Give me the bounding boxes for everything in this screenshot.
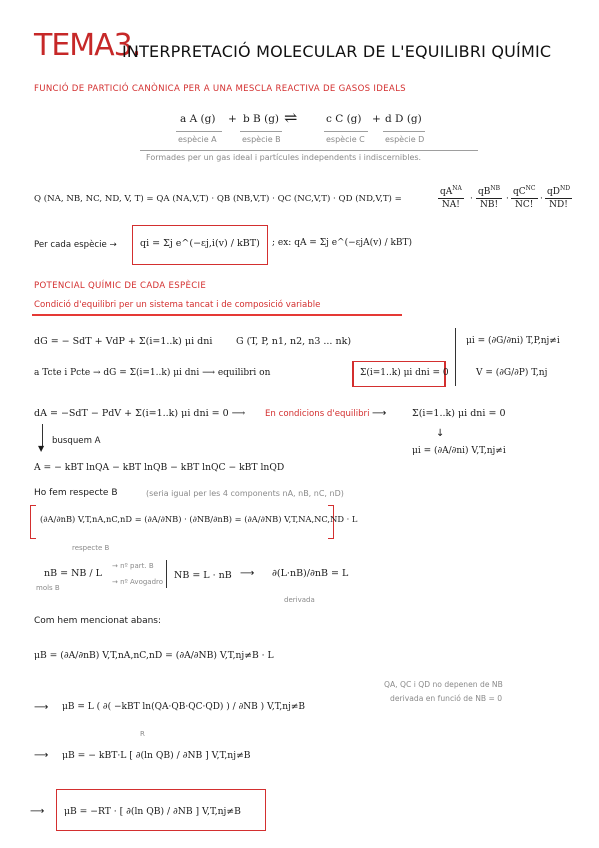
equilibrium-arrow: ⇌	[284, 108, 298, 127]
vertical-separator	[455, 328, 456, 386]
muB-step-1: μB = (∂A/∂nB) V,T,nA,nC,nD = (∂A/∂NB) V,T,nj≠B · L	[34, 650, 274, 661]
down-arrow-head: ▼	[38, 444, 45, 453]
q-dot-1: ·	[470, 194, 473, 204]
nB-definition: nB = NB / L	[44, 568, 102, 579]
reaction-dD: d D (g)	[385, 113, 422, 125]
muB-step-3: μB = − kBT·L [ ∂(ln QB) / ∂NB ] V,T,nj≠B	[62, 750, 251, 761]
arrow-step-2: ⟶	[34, 702, 49, 713]
q-fraction-c: $\frac{qC^{NC}}{NC!}$	[513, 185, 536, 210]
arrow-to-sum: ⟶	[372, 408, 387, 419]
reaction-plus-1: +	[228, 113, 237, 125]
equilibrium-condition-subtitle: Condició d'equilibri per un sistema tancat i de composició variable	[34, 300, 321, 310]
reaction-plus-2: +	[372, 113, 381, 125]
underline-species-c	[324, 131, 368, 132]
species-label-c: espècie C	[326, 135, 365, 144]
arrow-step-3: ⟶	[34, 750, 49, 761]
page-title: INTERPRETACIÓ MOLECULAR DE L'EQUILIBRI QUÍMIC	[122, 42, 552, 61]
reaction-cC: c C (g)	[326, 113, 362, 125]
dA-equation: dA = −SdT − PdV + Σ(i=1..k) μi dni = 0 ⟶	[34, 408, 246, 419]
respecte-b-heading: Ho fem respecte B	[34, 488, 118, 498]
section-heading-chemical-potential: POTENCIAL QUÍMIC DE CADA ESPÈCIE	[34, 281, 207, 291]
q-dot-3: ·	[540, 194, 543, 204]
derivative-zero-note: derivada en funció de NB = 0	[390, 694, 503, 703]
mols-b-note: mols B	[36, 584, 60, 592]
derivative-result: ∂(L·nB)/∂nB = L	[272, 568, 349, 579]
constant-tp-line: a Tcte i Pcte → dG = Σ(i=1..k) μi dni ⟶ equilibri on	[34, 368, 271, 378]
derivada-label: derivada	[284, 596, 315, 604]
per-cada-especie-label: Per cada espècie →	[34, 240, 117, 250]
reaction-bB: b B (g)	[243, 113, 280, 125]
mu-i-definition: μi = (∂G/∂ni) T,P,nj≠i	[466, 336, 560, 346]
species-label-a: espècie A	[178, 135, 217, 144]
divider-note	[140, 150, 478, 151]
q-fraction-b: $\frac{qB^{NB}}{NB!}$	[478, 185, 501, 210]
qa-example-formula: ; ex: qA = Σj e^(−εjA(v) / kBT)	[272, 238, 413, 248]
respecte-b-note: (seria igual per les 4 components nA, nB, nC, nD)	[146, 489, 344, 498]
chain-rule-equation: (∂A/∂nB) V,T,nA,nC,nD = (∂A/∂NB) · (∂NB/∂nB) = (∂A/∂NB) V,T,NA,NC,ND · L	[40, 514, 358, 524]
muB-step-2: μB = L ( ∂( −kBT ln(QA·QB·QC·QD) ) / ∂NB ) V,T,nj≠B	[62, 702, 306, 712]
underline-species-a	[176, 131, 222, 132]
underline-species-d	[383, 131, 425, 132]
equilibrium-sum-zero: Σ(i=1..k) μi dni = 0	[360, 368, 449, 378]
V-derivative: V = (∂G/∂P) T,nj	[476, 368, 548, 378]
R-annotation: R	[140, 730, 145, 738]
reaction-aA: a A (g)	[180, 113, 216, 125]
navogadro-note: → nº Avogadro	[112, 578, 164, 586]
mu-i-from-A: μi = (∂A/∂ni) V,T,nj≠i	[412, 446, 506, 456]
page-title-number: TEMA3.	[34, 28, 141, 63]
underline-species-b	[240, 131, 282, 132]
partition-function-equation: Q (NA, NB, NC, ND, V, T) = QA (NA,V,T) · QB (NB,V,T) · QC (NC,V,T) · QD (ND,V,T) =	[34, 194, 402, 204]
helmholtz-expression: A = − kBT lnQA − kBT lnQB − kBT lnQC − kBT lnQD	[34, 462, 285, 473]
down-arrow-mu: ↓	[436, 428, 445, 439]
subtitle-underline	[32, 314, 402, 316]
species-label-d: espècie D	[385, 135, 425, 144]
equilibrium-conditions-label: En condicions d'equilibri	[265, 409, 370, 419]
sum-zero-dA: Σ(i=1..k) μi dni = 0	[412, 408, 506, 419]
qi-formula: qi = Σj e^(−εj,i(v) / kBT)	[140, 238, 260, 249]
arrow-derivative: ⟶	[240, 568, 255, 579]
com-hem-mencionat-heading: Com hem mencionat abans:	[34, 616, 162, 626]
arrow-step-4: ⟶	[30, 806, 45, 817]
q-dot-2: ·	[506, 194, 509, 204]
independence-note: QA, QC i QD no depenen de NB	[384, 680, 503, 689]
respecte-b-label: respecte B	[72, 544, 110, 552]
section-heading-partition: FUNCIÓ DE PARTICIÓ CANÒNICA PER A UNA MESCLA REACTIVA DE GASOS IDEALS	[34, 84, 406, 94]
NB-equals-L-nB: NB = L · nB	[174, 570, 232, 581]
dG-equation: dG = − SdT + VdP + Σ(i=1..k) μi dni	[34, 336, 213, 347]
busquem-a-label: busquem A	[52, 436, 101, 446]
npart-note: → nº part. B	[112, 562, 154, 570]
left-bracket-red	[30, 505, 36, 539]
species-label-b: espècie B	[242, 135, 281, 144]
G-function: G (T, P, n1, n2, n3 ... nk)	[236, 336, 352, 347]
q-fraction-a: $\frac{qA^{NA}}{NA!}$	[440, 185, 462, 210]
q-fraction-d: $\frac{qD^{ND}}{ND!}$	[547, 185, 571, 210]
muB-final: μB = −RT · [ ∂(ln QB) / ∂NB ] V,T,nj≠B	[64, 806, 241, 817]
separator-nb	[166, 560, 167, 588]
ideal-gas-note: Formades per un gas ideal i partícules independents i indiscernibles.	[146, 153, 422, 162]
